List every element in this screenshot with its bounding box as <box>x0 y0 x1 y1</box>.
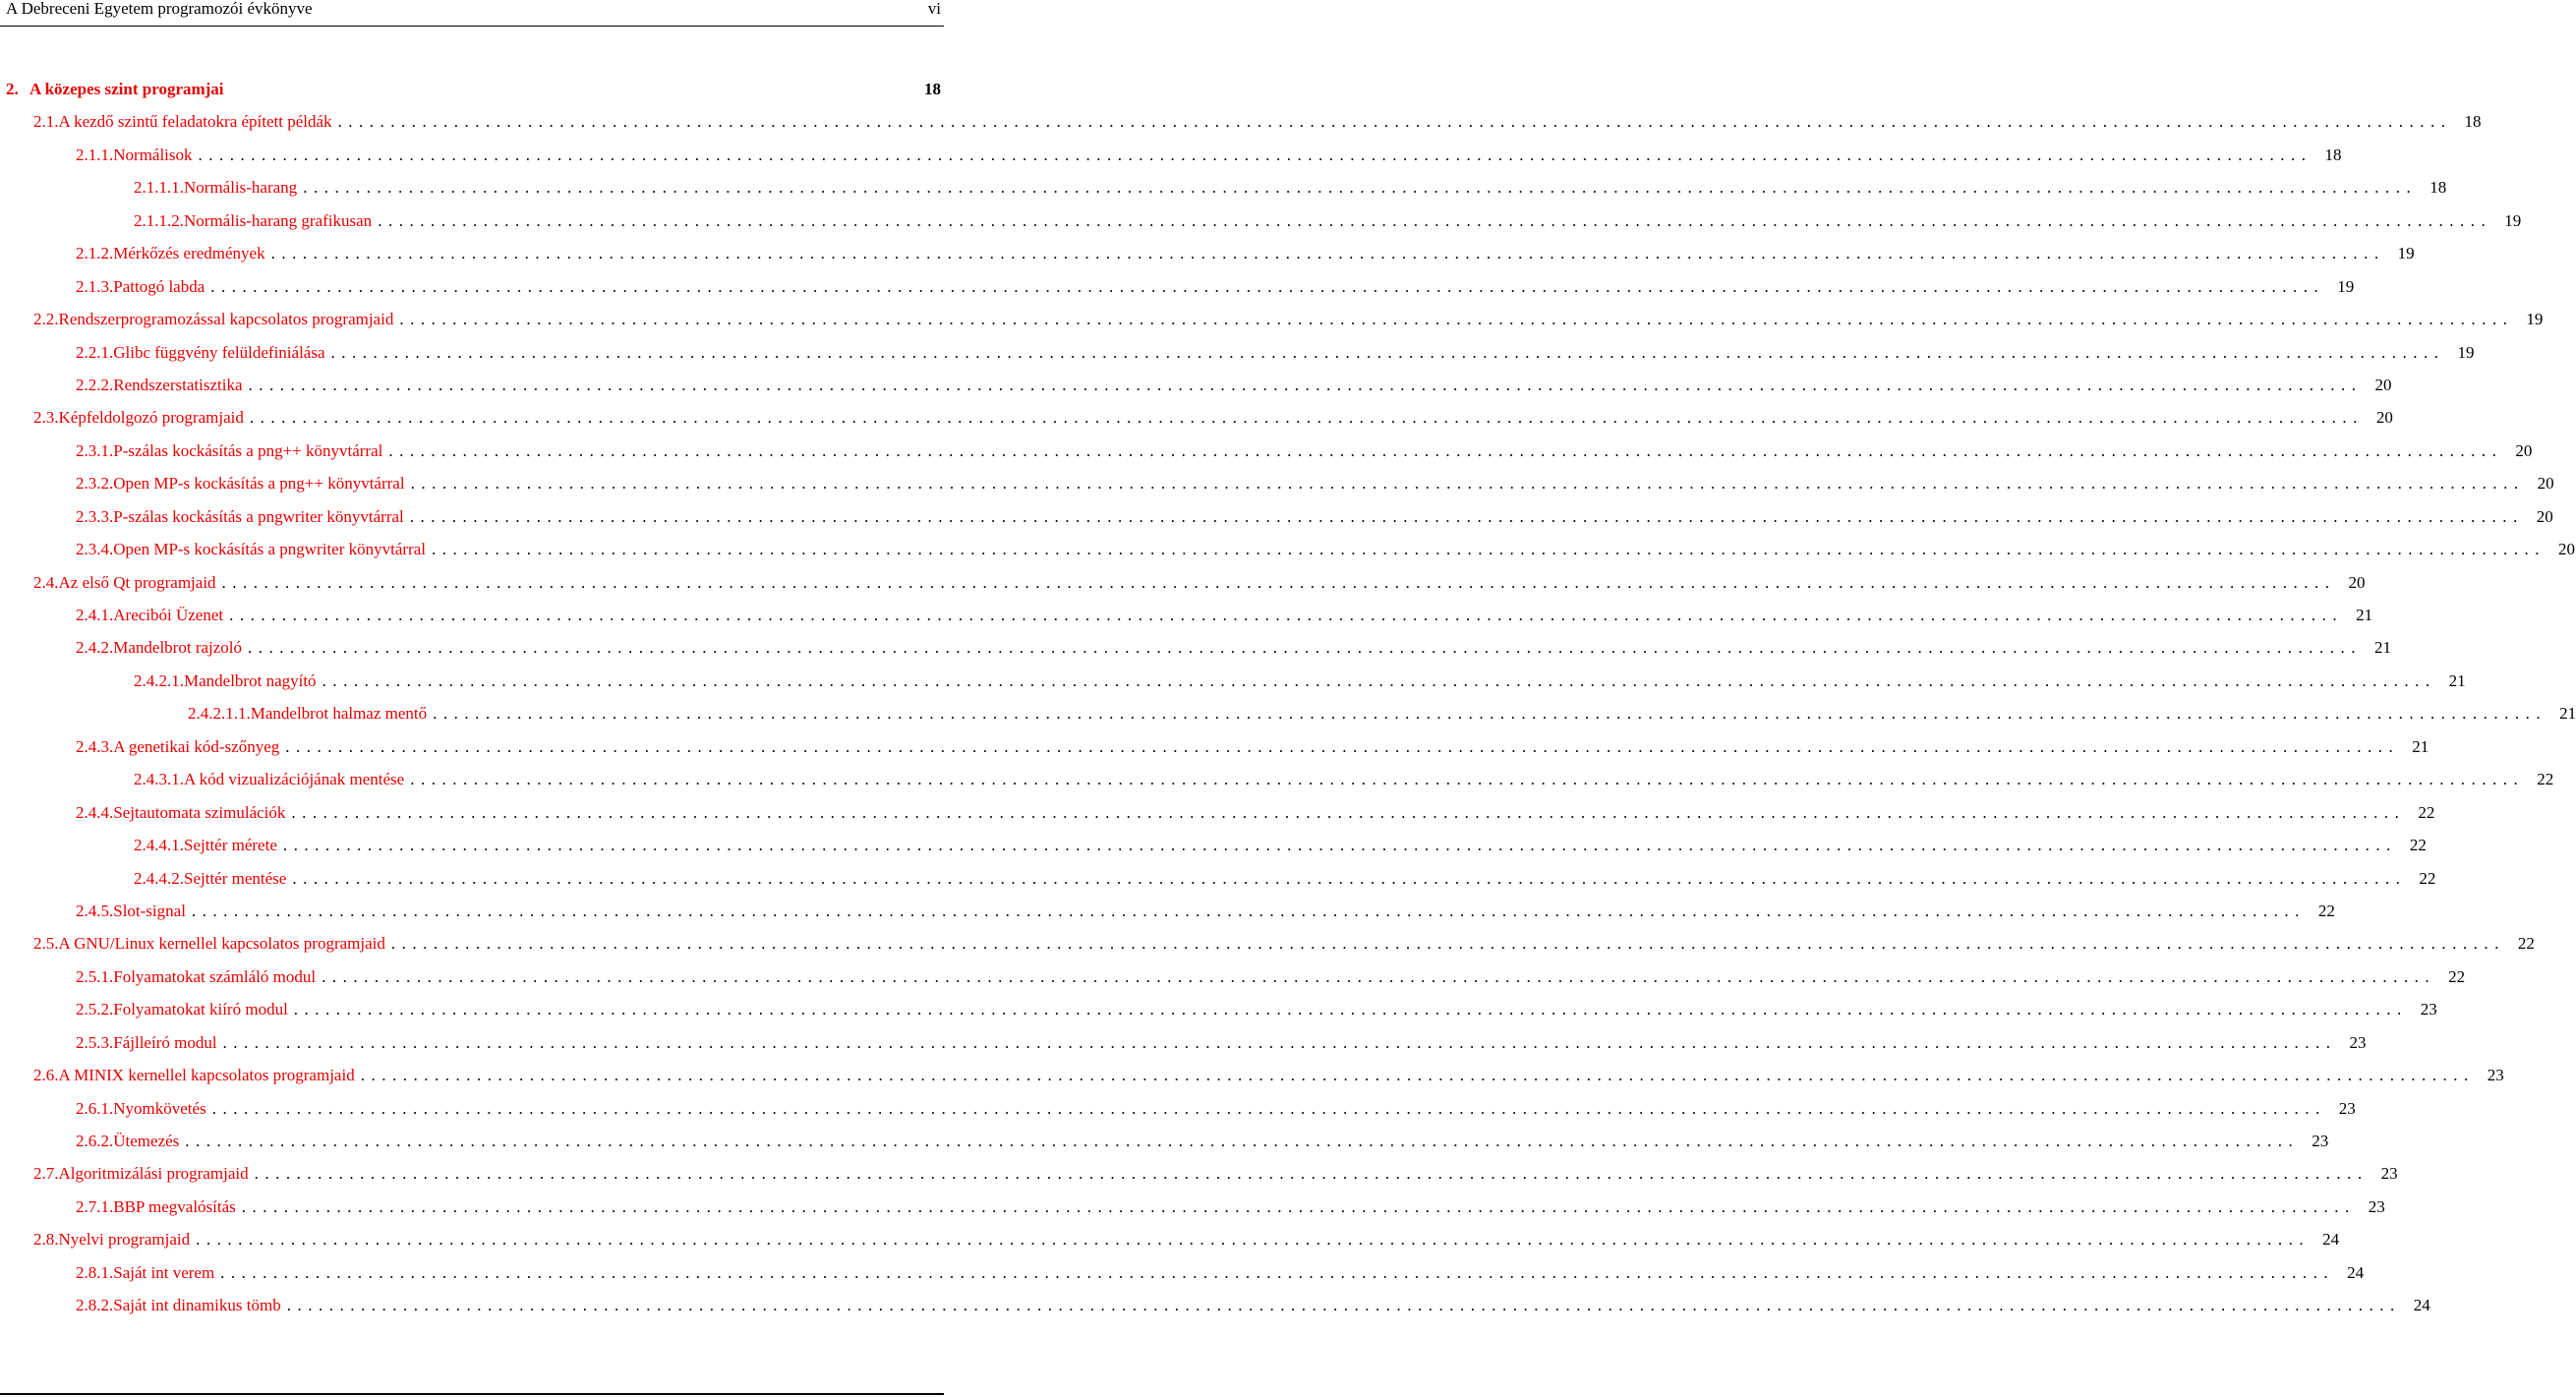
page-header <box>0 0 944 28</box>
dot-leader: ........................................................................................................................................................................................................ <box>337 112 2452 132</box>
toc-entry-number[interactable]: 2.3. <box>33 408 59 428</box>
toc-entry-number[interactable]: 2.8.1. <box>76 1262 114 1282</box>
toc-entry-link[interactable] <box>134 210 2522 231</box>
toc-entry-number[interactable]: 2.1.3. <box>76 276 114 296</box>
toc-entry-page: 19 <box>2504 210 2522 230</box>
toc-entry[interactable] <box>0 992 2437 1024</box>
toc-entry[interactable] <box>0 565 2366 598</box>
toc-entry-number[interactable]: 2.1. <box>33 112 59 132</box>
toc-entry-label[interactable]: Slot-signal <box>113 901 186 920</box>
toc-entry-number[interactable]: 2.4.3.1. <box>134 770 184 789</box>
toc-entry-label[interactable]: Mandelbrot nagyító <box>184 670 317 690</box>
toc-entry-number[interactable]: 2. <box>6 80 19 98</box>
toc-entry-link[interactable] <box>134 770 2554 789</box>
toc-entry-number[interactable]: 2.4.1. <box>76 606 114 624</box>
toc-entry[interactable] <box>0 1222 2340 1254</box>
dot-leader: ........................................................................................................................................................................................................ <box>322 966 2436 986</box>
toc-entry-page: 21 <box>2559 704 2576 724</box>
toc-entry[interactable] <box>0 302 2544 334</box>
toc-entry-number[interactable]: 2.7. <box>33 1164 59 1184</box>
toc-entry[interactable] <box>0 532 2575 564</box>
toc-entry-label[interactable]: Rendszerstatisztika <box>113 375 243 394</box>
toc-entry[interactable] <box>0 499 2553 532</box>
toc-entry-number[interactable]: 2.5.1. <box>76 966 114 986</box>
toc-entry-page: 22 <box>2448 966 2466 986</box>
toc-entry-label[interactable]: Algoritmizálási programjaid <box>58 1164 249 1184</box>
toc-entry-page: 20 <box>2515 440 2533 460</box>
toc-entry-link[interactable] <box>76 901 2335 921</box>
dot-leader: ........................................................................................................................................................................................................ <box>378 210 2492 230</box>
dot-leader: ........................................................................................................................................................................................................ <box>210 276 2325 296</box>
toc-entry-link[interactable] <box>76 1196 2385 1217</box>
toc-entry-label[interactable]: Folyamatokat kiíró modul <box>113 1000 288 1019</box>
dot-leader: ........................................................................................................................................................................................................ <box>410 770 2525 789</box>
toc-entry[interactable] <box>0 696 2576 728</box>
toc-entry-page: 21 <box>2412 736 2430 756</box>
dot-leader: ........................................................................................................................................................................................................ <box>410 474 2525 494</box>
toc-entry-label[interactable]: Nyomkövetés <box>113 1098 206 1118</box>
dot-leader: ........................................................................................................................................................................................................ <box>360 1066 2475 1085</box>
toc-entry-link[interactable] <box>76 474 2554 494</box>
toc-entry[interactable] <box>0 1156 2398 1189</box>
toc-entry[interactable] <box>0 1091 2356 1124</box>
toc-entry-number[interactable]: 2.2.2. <box>76 375 114 394</box>
toc-entry[interactable] <box>0 664 2466 696</box>
toc-entry-link[interactable] <box>76 1262 2365 1283</box>
toc-entry-number[interactable]: 2.3.1. <box>76 440 114 460</box>
toc-entry-page: 24 <box>2347 1262 2365 1282</box>
toc-entry[interactable] <box>0 1025 2367 1058</box>
dot-leader: ........................................................................................................................................................................................................ <box>229 606 2344 624</box>
toc-entry[interactable] <box>0 1190 2385 1222</box>
toc-entry-link[interactable] <box>76 1032 2367 1053</box>
toc-entry-label[interactable]: Pattogó labda <box>113 276 205 296</box>
table-of-contents <box>0 72 2576 1321</box>
dot-leader: ........................................................................................................................................................................................................ <box>282 836 2397 855</box>
toc-entry-number[interactable]: 2.8.2. <box>76 1296 114 1315</box>
toc-entry-page: 23 <box>2349 1032 2367 1052</box>
toc-entry-page: 20 <box>2537 474 2554 494</box>
toc-entry[interactable] <box>0 400 2393 433</box>
dot-leader: ........................................................................................................................................................................................................ <box>409 506 2524 526</box>
footer-rule <box>0 1393 944 1395</box>
toc-entry-page: 21 <box>2374 638 2392 658</box>
toc-entry-page: 22 <box>2419 868 2436 888</box>
toc-entry-link[interactable] <box>76 244 2415 263</box>
toc-entry-link[interactable] <box>6 80 941 99</box>
running-title: A Debreceni Egyetem programozói évkönyve <box>6 0 313 18</box>
toc-entry-page: 22 <box>2409 836 2427 855</box>
toc-entry-number[interactable]: 2.4.5. <box>76 901 114 920</box>
toc-entry-number[interactable]: 2.1.1.2. <box>134 210 184 230</box>
toc-entry-page: 24 <box>2413 1296 2430 1315</box>
toc-entry[interactable] <box>0 170 2447 203</box>
dot-leader: ........................................................................................................................................................................................................ <box>249 408 2364 428</box>
toc-entry-link[interactable] <box>76 638 2392 658</box>
toc-entry-link[interactable] <box>33 408 2393 428</box>
toc-entry-page: 23 <box>2338 1098 2356 1118</box>
header-rule <box>0 26 944 27</box>
toc-entry-number[interactable]: 2.5. <box>33 934 59 954</box>
toc-entry-page: 24 <box>2322 1230 2340 1250</box>
dot-leader: ........................................................................................................................................................................................................ <box>292 868 2407 888</box>
toc-entry-link[interactable] <box>76 1132 2329 1151</box>
toc-entry-page: 19 <box>2337 276 2355 296</box>
toc-entry-link[interactable] <box>76 736 2430 757</box>
toc-entry-number[interactable]: 2.5.3. <box>76 1032 114 1052</box>
toc-entry-label[interactable]: BBP megvalósítás <box>113 1196 236 1216</box>
toc-entry-page: 19 <box>2526 310 2544 329</box>
toc-entry-page: 23 <box>2420 1000 2437 1019</box>
toc-entry-page: 19 <box>2457 342 2475 362</box>
toc-entry-link[interactable] <box>76 276 2355 297</box>
toc-entry-page: 20 <box>2348 572 2366 592</box>
toc-entry-label[interactable]: Open MP-s kockásítás a pngwriter könyvtárral <box>113 540 426 559</box>
toc-entry-link[interactable] <box>188 704 2576 724</box>
toc-entry-number[interactable]: 2.4.3. <box>76 736 114 756</box>
toc-entry-label[interactable]: Saját int verem <box>113 1262 215 1282</box>
toc-entry-page: 18 <box>2464 112 2482 132</box>
toc-entry-page: 18 <box>2430 178 2447 198</box>
toc-entry-link[interactable] <box>33 1230 2340 1250</box>
toc-entry-link[interactable] <box>76 1296 2430 1315</box>
toc-entry-link[interactable] <box>76 802 2435 823</box>
dot-leader: ........................................................................................................................................................................................................ <box>293 1000 2408 1019</box>
toc-entry-label[interactable]: Sejtautomata szimulációk <box>113 802 286 822</box>
toc-entry-number[interactable]: 2.4.4. <box>76 802 114 822</box>
toc-entry-page: 20 <box>2375 408 2393 428</box>
toc-entry[interactable] <box>0 828 2427 860</box>
dot-leader: ........................................................................................................................................................................................................ <box>399 310 2514 329</box>
toc-entry-number[interactable]: 2.1.2. <box>76 244 114 263</box>
toc-entry-link[interactable] <box>76 506 2553 527</box>
toc-entry[interactable] <box>0 335 2475 368</box>
dot-leader: ........................................................................................................................................................................................................ <box>285 736 2400 756</box>
dot-leader: ........................................................................................................................................................................................................ <box>330 342 2445 362</box>
toc-entry-number[interactable]: 2.4. <box>33 572 59 592</box>
toc-entry-label[interactable]: Képfeldolgozó programjaid <box>58 408 244 428</box>
toc-entry[interactable] <box>0 630 2392 663</box>
toc-entry-link[interactable] <box>134 670 2466 691</box>
toc-entry-label[interactable]: Nyelvi programjaid <box>58 1230 191 1250</box>
toc-entry[interactable] <box>0 204 2522 236</box>
dot-leader: ........................................................................................................................................................................................................ <box>241 1196 2356 1216</box>
toc-entry-label[interactable]: Rendszerprogramozással kapcsolatos programjaid <box>58 310 394 329</box>
toc-entry-link[interactable] <box>76 342 2475 363</box>
dot-leader: ........................................................................................................................................................................................................ <box>303 178 2418 198</box>
toc-entry-link[interactable] <box>76 375 2392 395</box>
toc-entry-page: 23 <box>2380 1164 2398 1184</box>
toc-entry-page: 21 <box>2356 606 2373 624</box>
toc-chapter-entry[interactable] <box>0 72 944 104</box>
toc-entry-page: 20 <box>2536 506 2553 526</box>
toc-entry-link[interactable] <box>76 1000 2437 1019</box>
toc-entry-link[interactable] <box>33 1164 2398 1184</box>
dot-leader: ........................................................................................................................................................................................................ <box>388 440 2503 460</box>
toc-entry-label[interactable]: P-szálas kockásítás a pngwriter könyvtárral <box>113 506 404 526</box>
dot-leader: ........................................................................................................................................................................................................ <box>286 1296 2401 1315</box>
toc-entry-number[interactable]: 2.4.4.1. <box>134 836 184 855</box>
toc-entry-label[interactable]: A kód vizualizációjának mentése <box>184 770 405 789</box>
toc-entry-number[interactable]: 2.3.4. <box>76 540 114 559</box>
toc-entry-page: 22 <box>2418 802 2435 822</box>
toc-entry-label[interactable]: Fájlleíró modul <box>113 1032 217 1052</box>
toc-entry-page: 20 <box>2557 540 2575 559</box>
dot-leader: ........................................................................................................................................................................................................ <box>390 934 2505 954</box>
toc-entry-label[interactable]: Ütemezés <box>113 1132 180 1150</box>
toc-entry-page: 21 <box>2448 670 2466 690</box>
toc-entry-number[interactable]: 2.2. <box>33 310 59 329</box>
dot-leader: ........................................................................................................................................................................................................ <box>248 375 2363 394</box>
toc-entry-page: 23 <box>2312 1132 2329 1150</box>
toc-entry-label[interactable]: A GNU/Linux kernellel kapcsolatos programjaid <box>58 934 385 954</box>
toc-entry[interactable] <box>0 960 2466 992</box>
toc-entry[interactable] <box>0 1255 2365 1288</box>
toc-entry-number[interactable]: 2.4.2.1. <box>134 670 184 690</box>
dot-leader: ........................................................................................................................................................................................................ <box>248 638 2363 658</box>
dot-leader: ........................................................................................................................................................................................................ <box>220 1262 2335 1282</box>
toc-entry-link[interactable] <box>33 1066 2504 1085</box>
dot-leader: ........................................................................................................................................................................................................ <box>191 901 2306 920</box>
toc-entry-label[interactable]: Mandelbrot rajzoló <box>113 638 243 658</box>
toc-entry[interactable] <box>0 598 2373 630</box>
toc-entry-link[interactable] <box>33 572 2366 593</box>
toc-entry-page: 22 <box>2537 770 2554 789</box>
toc-entry[interactable] <box>0 1288 2430 1320</box>
toc-entry-link[interactable] <box>76 540 2575 559</box>
toc-entry-link[interactable] <box>134 868 2436 889</box>
toc-entry[interactable] <box>0 894 2335 926</box>
toc-entry-link[interactable] <box>76 440 2533 461</box>
dot-leader: ........................................................................................................................................................................................................ <box>196 1230 2311 1250</box>
toc-entry-number[interactable]: 2.6.1. <box>76 1098 114 1118</box>
toc-entry-link[interactable] <box>76 606 2373 625</box>
toc-entry-link[interactable] <box>76 145 2342 165</box>
toc-entry[interactable] <box>0 138 2342 170</box>
toc-entry-label[interactable]: Normális-harang grafikusan <box>184 210 373 230</box>
toc-entry-number[interactable]: 2.6. <box>33 1066 59 1085</box>
toc-entry[interactable] <box>0 466 2554 498</box>
toc-entry[interactable] <box>0 434 2533 466</box>
toc-entry-label[interactable]: Folyamatokat számláló modul <box>113 966 317 986</box>
toc-entry-label[interactable]: Open MP-s kockásítás a png++ könyvtárral <box>113 474 405 494</box>
dot-leader: ........................................................................................................................................................................................................ <box>291 802 2406 822</box>
toc-entry[interactable] <box>0 236 2415 268</box>
toc-entry-label[interactable]: Saját int dinamikus tömb <box>113 1296 281 1315</box>
dot-leader: ........................................................................................................................................................................................................ <box>185 1132 2300 1150</box>
toc-entry[interactable] <box>0 729 2430 762</box>
toc-entry-number[interactable]: 2.3.3. <box>76 506 114 526</box>
toc-entry-label[interactable]: Normális-harang <box>184 178 298 198</box>
toc-entry[interactable] <box>0 368 2392 400</box>
dot-leader: ........................................................................................................................................................................................................ <box>222 1032 2337 1052</box>
toc-entry-link[interactable] <box>76 1098 2356 1119</box>
toc-entry[interactable] <box>0 926 2535 959</box>
toc-entry-label[interactable]: A kezdő szintű feladatokra épített példák <box>58 112 332 132</box>
toc-entry-page: 22 <box>2517 934 2535 954</box>
toc-entry-label[interactable]: Sejttér mentése <box>184 868 287 888</box>
toc-entry-page: 18 <box>2324 145 2342 164</box>
toc-entry-number[interactable]: 2.4.2.1.1. <box>188 704 251 724</box>
toc-entry-number[interactable]: 2.4.2. <box>76 638 114 658</box>
dot-leader: ........................................................................................................................................................................................................ <box>270 244 2385 263</box>
toc-entry-label[interactable]: A genetikai kód-szőnyeg <box>113 736 280 756</box>
toc-entry-link[interactable] <box>134 836 2427 855</box>
toc-entry-label[interactable]: A közepes szint programjai <box>29 80 224 98</box>
toc-entry-page: 23 <box>2368 1196 2385 1216</box>
toc-entry-number[interactable]: 2.1.1. <box>76 145 114 164</box>
dot-leader: ........................................................................................................................................................................................................ <box>254 1164 2369 1184</box>
toc-entry-number[interactable]: 2.5.2. <box>76 1000 114 1019</box>
toc-entry-label[interactable]: Arecibói Üzenet <box>113 606 224 624</box>
toc-entry[interactable] <box>0 269 2355 302</box>
toc-entry-label[interactable]: P-szálas kockásítás a png++ könyvtárral <box>113 440 383 460</box>
toc-entry[interactable] <box>0 861 2436 894</box>
toc-entry-link[interactable] <box>76 966 2466 987</box>
toc-entry[interactable] <box>0 1124 2329 1156</box>
toc-entry[interactable] <box>0 104 2482 137</box>
page-number: vi <box>927 0 941 18</box>
toc-entry-page: 19 <box>2397 244 2415 263</box>
toc-entry-label[interactable]: Sejttér mérete <box>184 836 277 855</box>
toc-entry[interactable] <box>0 762 2554 794</box>
toc-entry-label[interactable]: Normálisok <box>113 145 193 164</box>
toc-entry-label[interactable]: Glibc függvény felüldefiniálása <box>113 342 325 362</box>
dot-leader: ........................................................................................................................................................................................................ <box>431 540 2546 559</box>
toc-entry-number[interactable]: 2.1.1.1. <box>134 178 184 198</box>
toc-entry-number[interactable]: 2.4.4.2. <box>134 868 184 888</box>
dot-leader: ........................................................................................................................................................................................................ <box>221 572 2336 592</box>
toc-entry-label[interactable]: Mérkőzés eredmények <box>113 244 265 263</box>
toc-entry-link[interactable] <box>33 934 2535 954</box>
toc-entry-number[interactable]: 2.2.1. <box>76 342 114 362</box>
toc-entry-number[interactable]: 2.8. <box>33 1230 59 1250</box>
toc-entry-link[interactable] <box>134 178 2447 198</box>
toc-entry-page: 23 <box>2487 1066 2504 1085</box>
toc-entry-label[interactable]: Az első Qt programjaid <box>58 572 216 592</box>
toc-entry[interactable] <box>0 795 2435 828</box>
dot-leader: ........................................................................................................................................................................................................ <box>198 145 2313 164</box>
dot-leader: ........................................................................................................................................................................................................ <box>322 670 2436 690</box>
toc-entry-link[interactable] <box>33 310 2544 329</box>
dot-leader: ........................................................................................................................................................................................................ <box>433 704 2547 724</box>
toc-entry[interactable] <box>0 1058 2504 1090</box>
toc-entry-page: 22 <box>2317 901 2335 920</box>
toc-entry-label[interactable]: Mandelbrot halmaz mentő <box>250 704 428 724</box>
toc-entry-number[interactable]: 2.3.2. <box>76 474 114 494</box>
toc-entry-number[interactable]: 2.7.1. <box>76 1196 114 1216</box>
toc-entry-number[interactable]: 2.6.2. <box>76 1132 114 1150</box>
toc-entry-page: 20 <box>2374 375 2392 394</box>
toc-entry-page: 18 <box>924 80 941 98</box>
toc-entry-link[interactable] <box>33 112 2482 132</box>
dot-leader: ........................................................................................................................................................................................................ <box>211 1098 2326 1118</box>
toc-entry-label[interactable]: A MINIX kernellel kapcsolatos programjaid <box>58 1066 355 1085</box>
